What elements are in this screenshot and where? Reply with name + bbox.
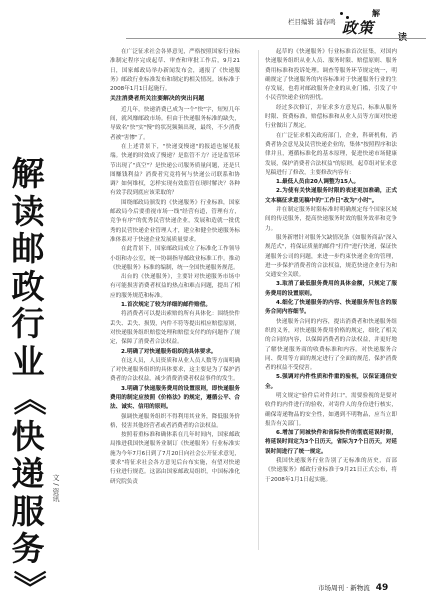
page-footer	[318, 583, 433, 595]
section-heading: 关注消费者所关注要解决的突出问题	[110, 96, 205, 103]
column-editor: 栏目编辑 浦春鸣	[288, 18, 336, 26]
title-char: 解	[11, 154, 45, 193]
magazine-name: 市场周刊 · 新物流	[318, 584, 370, 592]
paragraph: 服务新增针对服务欠缺情况条《如服务商品"深入规范式"，将保证质量的邮件"打件"进行快递，保证快递服务公司的问题，来进一步约束快递企业的管理，进一步保护消费者的合法权益，规范快递企业行为和交通安全关联。	[265, 234, 397, 279]
article-column-2	[265, 48, 397, 553]
paragraph: 按照着重标准和确体系在几年时间内，国家邮政局推进我国快递服务业制订《快递服务》行业标准实施为今年7月6日到了7月20日向社会公开征求意见，要求"将征求社会各方意见后台布实施，有望对快递行业进行规范。这部由国家邮政局组织，中国标准化研究院负责	[110, 432, 240, 485]
paragraph: 经过多次修订，并征求多方意见后，标准从服务时限、资费标准，赔偿标准和从业人员等方面对快递行业做出了规定。	[265, 104, 397, 130]
numbered-point: 2.明确了对快递服务组织的具体要求。	[121, 348, 217, 355]
numbered-point: 2.为使有关快递服务时限的表述更加准确，正式文本稿征求意见稿中的"工作日"改为"小时"。	[265, 188, 397, 204]
title-char: 邮	[11, 229, 45, 268]
author-credit: 文 / 资讯	[52, 474, 60, 502]
title-char: 快	[11, 416, 45, 456]
column-divider	[258, 50, 259, 550]
paragraph: 明文规定"验件后对件封口"，需要验视的是要对收件的内件进行的验收，对寄件人的身份进行核实，确保寄递物品的安全性，如遇到不明物品，应当立即报告有关部门。	[265, 392, 397, 427]
dot-decoration	[340, 12, 343, 15]
paragraph: 并在制定服务时限标准时明确规定每个国家区域间的传送服务，提高快递服务时效的服务效率和竞争力。	[265, 207, 397, 232]
numbered-point: 1.首次规定了较为详细的邮件赔偿。	[121, 302, 211, 309]
paragraph: 我国快递服务行业告别了无标准的历史，首部《快递服务》邮政行业标准于9月21日正式公布，将于2008年1月1日起实施。	[265, 458, 397, 483]
page-header	[0, 0, 439, 43]
title-char: 》	[8, 569, 48, 603]
numbered-point: 6.增加了同城快件和省际快件的彻底延误时限，将延误时间定为3个日历天，省际为7个日历天，对延误时间进行了统一规定。	[265, 430, 397, 455]
article-column-1	[110, 48, 240, 553]
paragraph: 在此背景下，国家邮政局成立了标准化工作领导小组和办公室，统一协调指导邮政业标准工作。推动《快递服务》标准的编制，统一全国快递服务规范。	[110, 246, 240, 271]
numbered-point: 4.细化了快递服务的内容、快递服务所包含的服务合同内容细节。	[265, 300, 397, 316]
column-logo	[340, 8, 430, 43]
numbered-point: 5.强调对内件性质和件重的验视，以保证通信安全。	[265, 374, 397, 390]
paragraph: 在广泛征求相关政府部门，企业，科研机构，消费者协会意见及民营快递企业的，集体"按照程序和法律并且，遵循标准化的基本原理，促进快递市场健康发展，保护消费者合法权益"的原则，起草组对征求意见稿进行了修改，主要修改内容有：	[265, 132, 397, 176]
paragraph: 起草的《快递服务》行业标准首次征集，对国内快递服务组织从业人员、服务时限、赔偿原则、服务费用标准和投诉处理。调查等服务环节规定统一，明确规定了快递服务的内容标准对于快递服务行业的生存发展，也将对邮政服务企业的从业门槛，引发了中小民营快递企业的担忧。	[265, 49, 397, 102]
paragraph: 快递服务合同的内容，提出消费者和快递服务组织的义务，对快递服务费用价格的规定，细化了相关的合同的内容，以保障消费者的合法权益，并更好地了解快递服务商的收费标准和内容。对快递服务合同、费用等方面的规定进行了全面的规范，保护消费者的权益不受侵害。	[265, 318, 397, 372]
paragraph: 围绕邮政局颁发的《快递服务》行业标准，国家邮政局今后要重视市场一线"经营有道，管理有方，竞争有序"的优秀民营快递企业，发展和造就一批优秀的民营快递企业管理人才，建立和健全快递服务标准体系对于快递企业发展质量要求。	[110, 199, 240, 243]
header-rule	[126, 38, 426, 39]
title-char: 《	[8, 382, 48, 416]
title-char: 递	[11, 454, 45, 493]
numbered-point: 3.取消了最低服务费用的具体金额，只规定了服务费用的设置原则。	[265, 281, 397, 297]
column-logo-top: 解	[372, 8, 380, 18]
paragraph: 在这人员，人员资质和从业人员人数等方面明确了对快递服务组织的具体要求，这主要是为了保护消费者的合法权益，减少消费消费者权益事件的发生。	[110, 357, 240, 383]
page-number: 49	[375, 583, 389, 593]
numbered-point: 1.最低人员由20人调整为15人。	[276, 179, 360, 186]
title-char: 务	[11, 529, 45, 568]
column-logo-main: 政策	[342, 19, 375, 37]
paragraph: 将消费者可以提出索赔的所有具体化：围绕快件丢失、丢失、损毁，内件不符等提出相应赔偿原则，对快递服务组织赔偿处理和赔偿支付约的问题作了规定，保障了消费者合法权益。	[110, 311, 240, 346]
title-char: 政	[11, 266, 45, 306]
column-logo-sub: 读	[398, 33, 408, 43]
title-char: 读	[11, 191, 45, 231]
paragraph: 出台的《快递服务》，主要针对快递服务市场中有可能损害消费者权益的热点和难点问题，提出了相应的服务规范和标准。	[110, 274, 240, 299]
paragraph: 近几年，快递消费已成为一个"快"字，短短几年间，就风靡邮政市场。但由于快递服务标准的缺失，导致名"快"实"慢"的状况频频出现，最终，不少消费者被"害惨"了。	[110, 106, 240, 141]
title-char: 服	[11, 491, 45, 531]
title-char: 行	[11, 304, 45, 343]
numbered-point: 3.明确了快递服务费用的设置原则，即快递服务费用的制定应按照《价格法》的规定，遵循公平、合法、诚实、信用的原则。	[110, 385, 240, 411]
title-char: 业	[11, 341, 45, 381]
paragraph: 强调快递服务组织不得利用其业务，降低服务价格，侵害其他经营者或者消费者的合法权益。	[110, 413, 240, 429]
paragraph: 在广泛征求社会各界意见，严格按照国家行业标准制定程序完成起草、审查和审批工作后，9月21日，国家邮政局举办新闻发布会，通报了《快递服务》邮政行业标准发布和制定的相关情况。该标准于2008年1月1日起施行。	[110, 49, 240, 93]
article-title	[6, 155, 50, 605]
paragraph: 在上述背景下，"快递变慢递"的报道也屡见报端。快递的时效成了慢递？是监管不力？还是监管环节出现了"真空"？是快递公司服务质量问题，还是只图赚钱利益？消费者究竟将何与快递公司联系和协调？如何维权，怎样实现有效监管在现时解决？各种有效手段到底应该采取的？	[110, 143, 240, 197]
